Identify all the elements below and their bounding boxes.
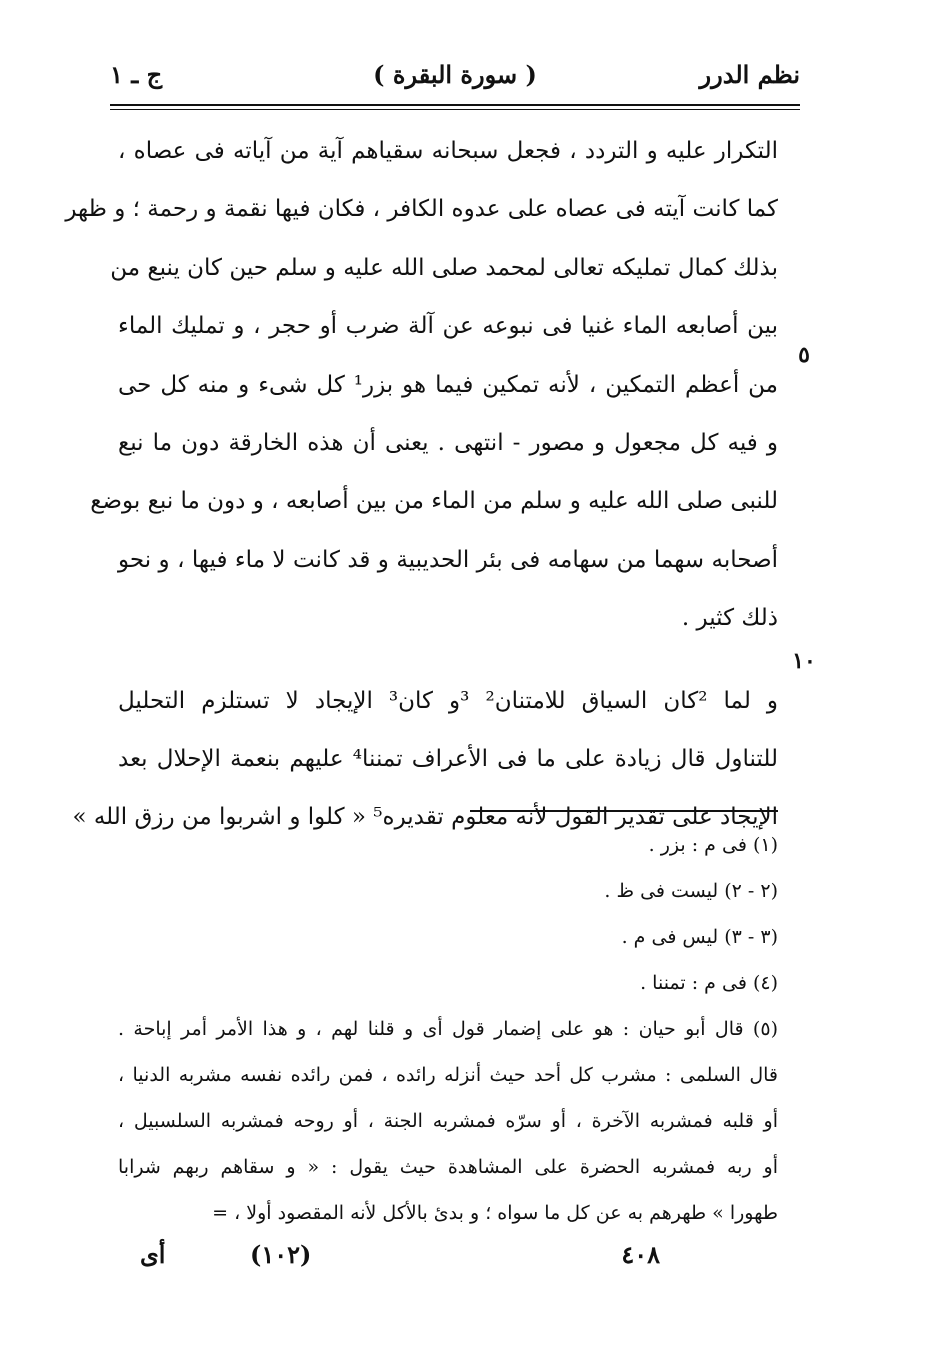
header-rule-thin — [110, 109, 800, 110]
footnote-4: (٤) فى م : تمننا . — [640, 972, 778, 994]
header-rule-thick — [110, 104, 800, 106]
footnote-5-line: طهورا » طهرهم به عن كل ما سواه ؛ و بدئ بالأكل لأنه المقصود أولا ، = — [212, 1202, 778, 1224]
surah-title: ( سورة البقرة ) — [373, 60, 537, 89]
text-line: بذلك كمال تمليكه تعالى لمحمد صلى الله عليه و سلم حين كان ينبع من — [110, 254, 778, 281]
footnotes — [118, 822, 778, 1236]
book-title: نظم الدرر — [699, 60, 800, 89]
footnote-5: (٥) قال أبو حيان : هو على إضمار قول أى و قلنا لهم ، و هذا الأمر أمر إباحة . — [118, 1018, 778, 1040]
footnote-5-line: قال السلمى : مشرب كل أحد حيث أنزله رائده ، فمن رائده نفسه مشربه الدنيا ، — [118, 1064, 778, 1086]
text-line: و لما ²كان السياق للامتنان² ³و كان³ الإيجاد لا تستلزم التحليل — [118, 687, 778, 714]
text-line: أصحابه سهما من سهامه فى بئر الحديبية و قد كانت لا ماء فيها ، و نحو — [118, 546, 778, 573]
signature-mark: (١٠٢) — [250, 1240, 312, 1269]
line-number-10: ١٠ — [792, 648, 816, 674]
text-line: للتناول قال زيادة على ما فى الأعراف تمننا⁴ عليهم بنعمة الإحلال بعد — [118, 745, 778, 772]
footnote-1: (١) فى م : بزر . — [648, 834, 778, 856]
text-line: للنبى صلى الله عليه و سلم من الماء من بين أصابعه ، و دون ما نبع بوضع — [90, 488, 778, 515]
footnote-rule — [470, 810, 778, 812]
text-line: الإيجاد على تقدير القول لأنه معلوم تقديره⁵ « كلوا و اشربوا من رزق الله » — [72, 804, 778, 831]
text-line: بين أصابعه الماء غنيا فى نبوعه عن آلة ضرب أو حجر ، و تمليك الماء — [118, 313, 778, 340]
text-line: من أعظم التمكين ، لأنه تمكين فيما هو بزر¹ كل شىء و منه كل حى — [118, 371, 778, 398]
footnote-3: (٣ - ٣) ليس فى م . — [621, 926, 778, 948]
text-line: كما كانت آيته فى عصاه على عدوه الكافر ، فكان فيها نقمة و رحمة ؛ و ظهر — [65, 196, 778, 223]
running-header — [110, 58, 800, 102]
page-number: ٤٠٨ — [621, 1240, 660, 1269]
volume-label: ج ـ ١ — [110, 60, 163, 89]
page-footer — [140, 1240, 660, 1280]
footnote-5-line: أو ربه فمشربه الحضرة على المشاهدة حيث يقول : « و سقاهم ربهم شرابا — [118, 1156, 778, 1178]
footnote-5-line: أو قلبه فمشربه الآخرة ، أو سرّه فمشربه الجنة ، أو روحه فمشربه السلسبيل ، — [118, 1110, 778, 1132]
text-line: ذلك كثير . — [681, 605, 778, 632]
footnote-2: (٢ - ٢) ليست فى ظ . — [604, 880, 778, 902]
main-text — [65, 122, 778, 847]
text-line: و فيه كل مجعول و مصور - انتهى . يعنى أن هذه الخارقة دون ما نبع — [118, 429, 778, 456]
text-line: التكرار عليه و التردد ، فجعل سبحانه سقياهم آية من آياته فى عصاه ، — [118, 138, 778, 164]
catchword: أى — [140, 1240, 166, 1269]
line-number-5: ٥ — [798, 342, 810, 368]
